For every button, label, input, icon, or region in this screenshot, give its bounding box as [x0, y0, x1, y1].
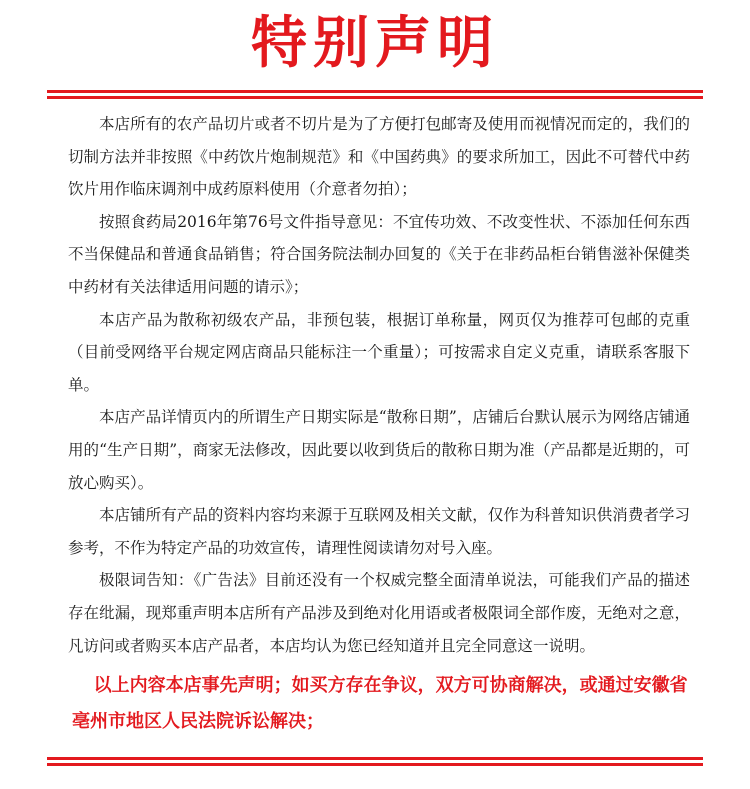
page-title: 特别声明	[251, 11, 499, 76]
dispute-notice: 以上内容本店事先声明；如买方存在争议，双方可协商解决，或通过安徽省亳州市地区人民法院诉讼解决；	[72, 675, 688, 732]
statement-body	[68, 108, 690, 662]
paragraph-slicing: 本店所有的农产品切片或者不切片是为了方便打包邮寄及使用而视情况而定的，我们的切制方法并非按照《中药饮片炮制规范》和《中国药典》的要求所加工，因此不可替代中药饮片用作临床调剂中成药原料使用（介意者勿拍）；	[68, 115, 690, 199]
bottom-double-divider	[47, 757, 703, 766]
paragraph-sources: 本店铺所有产品的资料内容均来源于互联网及相关文献，仅作为科普知识供消费者学习参考，不作为特定产品的功效宣传，请理性阅读请勿对号入座。	[68, 506, 690, 557]
paragraph-weight: 本店产品为散称初级农产品，非预包装，根据订单称量，网页仅为推荐可包邮的克重（目前受网络平台规定网店商品只能标注一个重量）；可按需求自定义克重，请联系客服下单。	[68, 310, 690, 394]
paragraph-regulation: 按照食药局2016年第76号文件指导意见：不宜传功效、不改变性状、不添加任何东西不当保健品和普通食品销售；符合国务院法制办回复的《关于在非药品柜台销售滋补保健类中药材有关法律适用问题的请示》；	[68, 212, 690, 296]
top-double-divider	[47, 90, 703, 99]
paragraph-ad-law: 极限词告知：《广告法》目前还没有一个权威完整全面清单说法，可能我们产品的描述存在纰漏，现郑重声明本店所有产品涉及到绝对化用语或者极限词全部作废，无绝对之意，凡访问或者购买本店产品者，本店均认为您已经知道并且完全同意这一说明。	[68, 571, 690, 655]
paragraph-date: 本店产品详情页内的所谓生产日期实际是“散称日期”，店铺后台默认展示为网络店铺通用的“生产日期”，商家无法修改，因此要以收到货后的散称日期为准（产品都是近期的，可放心购买）。	[68, 408, 690, 492]
